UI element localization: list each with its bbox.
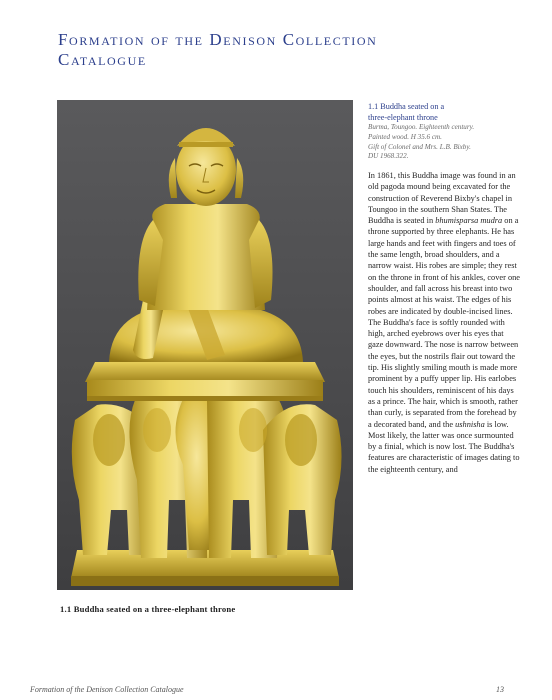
elephant-throne <box>72 393 342 559</box>
buddha-photograph <box>57 100 353 590</box>
body-text-italic2: ushnisha <box>455 419 485 429</box>
body-text <box>368 170 520 475</box>
caption-title-line2: three-elephant throne <box>368 113 438 122</box>
caption-meta-line2: Painted wood. H 35.6 cm. <box>368 132 442 141</box>
buddha-head <box>169 128 244 206</box>
caption-meta-line1: Burma, Toungoo. Eighteenth century. <box>368 123 475 131</box>
figure-caption: 1.1 Buddha seated on a three-elephant throne <box>60 604 236 614</box>
page-title <box>58 30 528 70</box>
caption-meta-line4: DU 1968.322. <box>368 152 409 161</box>
page-number: 13 <box>496 685 504 694</box>
page-title-line2: Catalogue <box>58 50 147 69</box>
running-footer: Formation of the Denison Collection Catalogue <box>30 685 184 694</box>
caption-meta-line3: Gift of Colonel and Mrs. L.B. Bixby. <box>368 142 471 151</box>
page-title-line1: Formation of the Denison Collection <box>58 30 378 49</box>
body-text-part1: In 1861, this Buddha image was found in an old pagoda mound being excavated for the construction of Reverend Bixby's chapel in Toungoo in the southern Shan States. The Buddha is seated in <box>368 171 516 226</box>
caption-title <box>368 101 520 123</box>
caption-title-line1: 1.1 Buddha seated on a <box>368 102 445 111</box>
body-text-part3: is low. Most likely, the latter was once surmounted by a finial, which is now lost. The Buddha's features are characteristic of images dating to the eighteenth century, and <box>368 419 520 474</box>
body-text-part2: on a throne supported by three elephants. He has large hands and feet with fingers and toes of the same length, broad shoulders, and a narrow waist. His robes are simple; they rest on the throne in front of his ankles, cover one shoulder, and fall across his breast into two points almost at his waist. The edges of his robes are indicated by double-incised lines. The Buddha's face is softly rounded with high, arched eyebrows over his eyes that gaze downward. The nose is narrow between the eyes, but the nostrils flair out toward the tip. His slightly smiling mouth is made more prominent by a puffy upper lip. His earlobes touch his shoulders, reminiscent of his days as a prince. The hair, which is smooth, rather than curly, is separated from the forehead by a decorated band, and the <box>368 216 521 429</box>
caption-meta <box>368 123 520 162</box>
side-caption <box>368 101 520 162</box>
buddha-illustration <box>57 100 353 590</box>
body-text-italic1: bhumisparsa mudra <box>435 216 503 226</box>
